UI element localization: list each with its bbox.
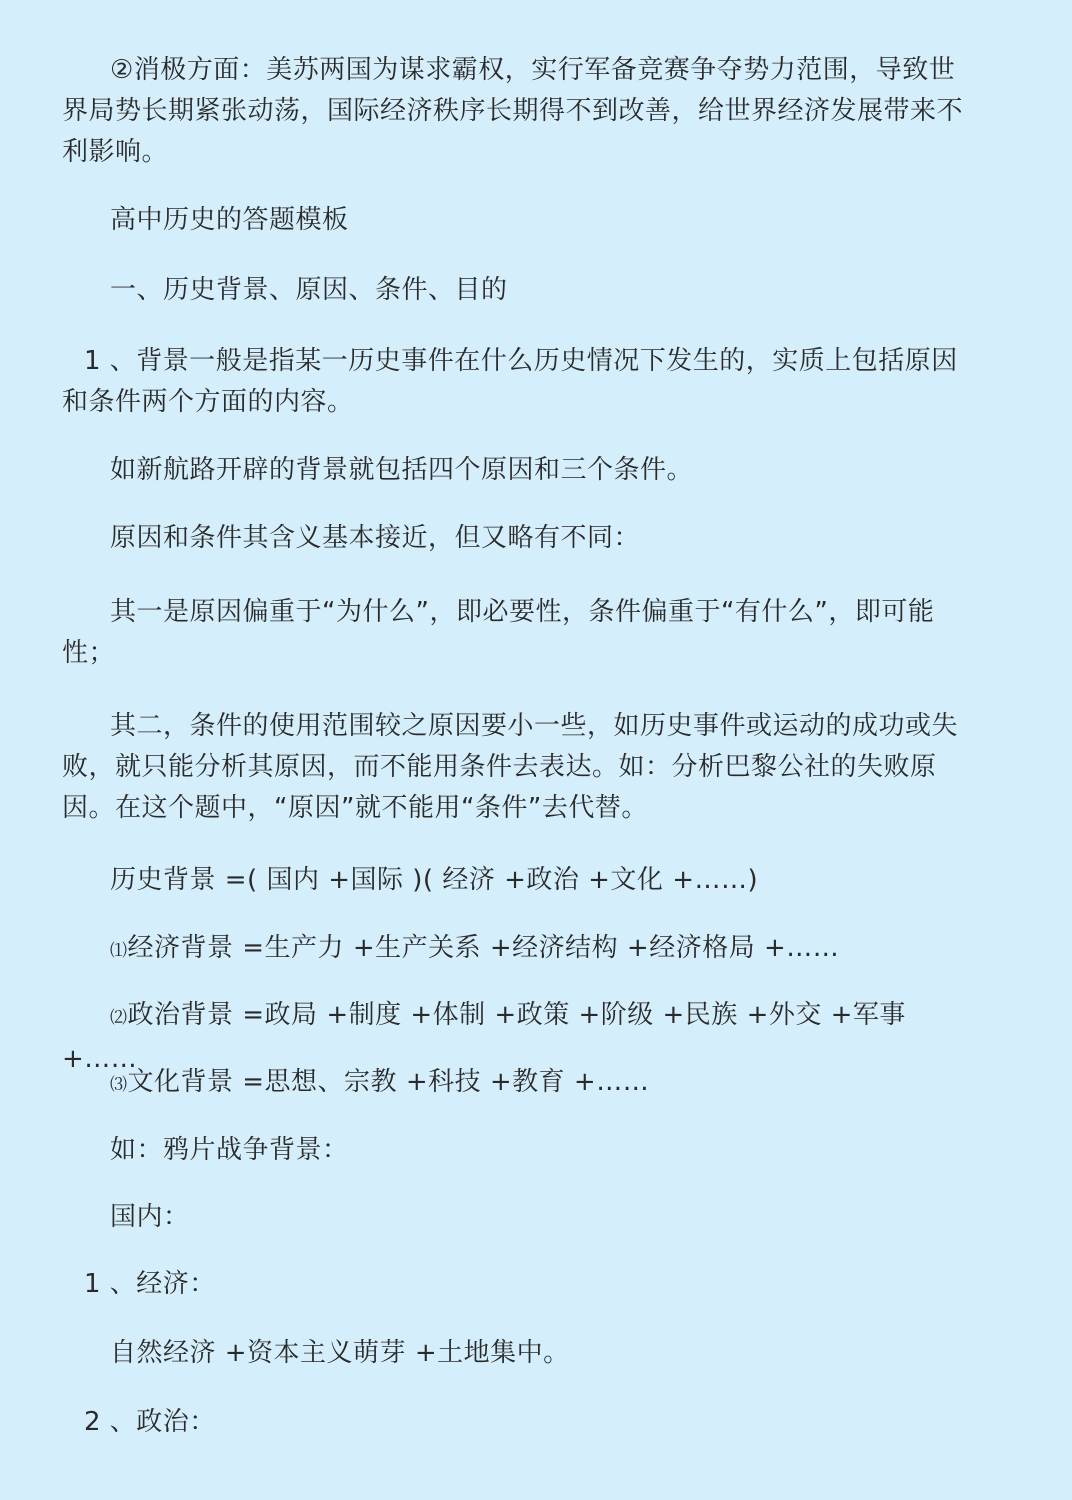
formula-political-background-text: 政治背景 =政局 +制度 +体制 +政策 +阶级 +民族 +外交 +军事 +…… [62,1000,906,1074]
heading-domestic: 国内： [110,1202,190,1232]
list-marker-1: ⑴ [110,941,128,961]
economy-detail: 自然经济 +资本主义萌芽 +土地集中。 [110,1338,570,1368]
example-opium-war: 如：鸦片战争背景： [110,1135,349,1165]
item-politics: 2 、政治： [84,1407,216,1437]
paragraph-background-definition [62,341,972,423]
formula-cultural-background-text: 文化背景 =思想、宗教 +科技 +教育 +…… [127,1067,650,1097]
formula-economic-background-text: 经济背景 =生产力 +生产关系 +经济结构 +经济格局 +…… [127,933,840,963]
paragraph-first-difference: 其一是原因偏重于“为什么”，即必要性，条件偏重于“有什么”，即可能性； [62,597,935,668]
list-marker-2: ⑵ [110,1008,128,1028]
formula-historical-background: 历史背景 =( 国内 +国际 )( 经济 +政治 +文化 +……) [110,865,759,895]
section-title: 高中历史的答题模板 [110,205,349,235]
item-economy: 1 、经济： [84,1269,216,1299]
formula-cultural-background [62,1062,972,1106]
paragraph-background-definition-text: 1 、背景一般是指某一历史事件在什么历史情况下发生的，实质上包括原因和条件两个方面的内容。 [62,346,958,417]
list-marker-3: ⑶ [110,1075,128,1095]
paragraph-cause-vs-condition: 原因和条件其含义基本接近，但又略有不同： [110,523,641,553]
paragraph-negative-aspect: ②消极方面：美苏两国为谋求霸权，实行军备竞赛争夺势力范围，导致世界局势长期紧张动荡，国际经济秩序长期得不到改善，给世界经济发展带来不利影响。 [62,55,964,167]
formula-economic-background [62,928,972,972]
paragraph-new-route-example: 如新航路开辟的背景就包括四个原因和三个条件。 [110,455,694,485]
heading-background-causes: 一、历史背景、原因、条件、目的 [110,275,508,305]
paragraph-second-difference: 其二，条件的使用范围较之原因要小一些，如历史事件或运动的成功或失败，就只能分析其原因，而不能用条件去表达。如：分析巴黎公社的失败原因。在这个题中，“原因”就不能用“条件”去代替。 [62,711,959,823]
